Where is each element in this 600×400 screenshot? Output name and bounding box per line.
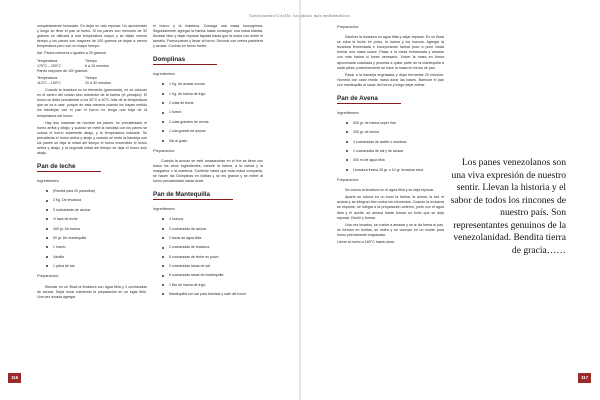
list-item: Sal al gusto (153, 139, 263, 143)
list-item: 1 huevo (37, 245, 147, 249)
table-cell: 6 a 15 minutos. (85, 63, 110, 68)
paragraph: Cuando la levadura no se fermenta (granulada), no se colocan en el centro del volcán sino alrededor de la harina (el principio). El horno se debe precalentar a los 30°C a 40°C más de la temperatura que se va a usar, porque de esta manera cuando los hayan metido los bandejas con el pan el horno no tenga una baja de la temperatura del horno. (37, 88, 147, 118)
table-cell: Temperatura (37, 75, 58, 80)
list-item: 4 huevos (153, 217, 263, 221)
paragraph: Llevar al horno a 180°C hasta dorar. (337, 240, 395, 244)
list-item: 3 Kg. De levadura (37, 198, 147, 202)
ingredients-label: Ingredientes: (37, 177, 60, 183)
paragraph: Disolver la levadura en agua tibia y dejar reposar. En un Bowl se echa la leche en polvo, la harina y los huevos. Agregar la levadura fermentada e incorporando harina poco a poco hasta formar una masa suave. Pasar a la mesa enharinada y amasar con más harina si fuese necesario. Volver la masa en forma aproximada cuadrada y proceda a quitar parte de la mantequilla a cada pieza, posteriormente se hace la masa en forma de pan. (337, 35, 444, 70)
paragraph: Mezclar en un Bowl la levadura con agua tibia y 2 cucharadas de azúcar. Dejar leuar cubriendo la preparación en un lugar tibio. Una vez leuada agregar (37, 284, 147, 299)
preparation-label: Preparación: (337, 177, 360, 183)
ingredient-list (337, 121, 444, 172)
running-head: Gastronomía Criolla: los platos más emblemáticos (249, 13, 351, 18)
paragraph: Cuando la azúcar se esté amasándose en el fríe se tiene con todos los otros ingredientes, mezcle la harina, a la crema y la margarina o la manteca. Continúe hasta que esta masa compacta, se hacen las Domplinas en bolitas y se les gravan y se meter al horno precalentado hasta dorar. (153, 158, 263, 184)
paragraph: Así: Panes menores o iguales a 30 gramos: (37, 51, 107, 56)
column-right-1 (337, 24, 444, 247)
recipe-heading: Pan de Avena (337, 96, 401, 104)
list-item: 2 cucharadas de levadura (153, 245, 263, 249)
pull-quote: Los panes venezolanos son una viva expresión de nuestro sentir. Llevan la historia y el sabor de todos los rincones de nuestro país. Son representantes genuinos de la venezolanidad. Bendita tierra de gracia…… (450, 157, 566, 256)
ingredients-label: Ingredientes: (337, 109, 360, 115)
list-item: Mantequilla con sal para barnizar y salir del horno (153, 292, 263, 296)
table-cell: 20 a 30 minutos. (85, 80, 112, 85)
page-number-left: 116 (8, 373, 21, 383)
list-item: 1 cda grande de azúcar (153, 129, 263, 133)
list-item: Vainilla (37, 255, 147, 259)
list-item: 2 cdas de leche (153, 101, 263, 105)
ingredients-label: Ingredientes: (153, 206, 176, 212)
list-item: 1 pizca de sal (37, 264, 147, 268)
table-cell: Temperatura (37, 58, 58, 63)
book-gutter (299, 0, 301, 400)
list-item: (Receta para 20 panecitos) (37, 189, 147, 193)
ingredient-list (153, 217, 263, 296)
paragraph: Se coloca la levadura en el agua tibia y se deja reposar. (345, 188, 435, 193)
paragraph: Aparte se coloca en un bowl la harina, la avena, la sal, el azúcar y se integran bien todos los elementos. Cuando la levadura se espume, se integra a la preparación anterior, junto con el agua tibia y el aceite, se amasa hasta formar un bollo que se deja reposar. Dividir y formar. (337, 195, 444, 220)
list-item: 2 tazas de agua tibia (153, 236, 263, 240)
paragraph: Una vez leuados, se vuelve a amasar y se le da forma al pan, se forman en bolitas, se estira y se colocan en un molde para horno previamente engrasado. (337, 222, 444, 237)
table-cell: 110°C – 150°C (37, 80, 61, 85)
list-item: 3 cucharadas de azúcar (153, 227, 263, 231)
list-item: 1 cucharadita de sal y de azúcar (337, 149, 444, 153)
ingredient-list (153, 82, 263, 143)
paragraph: completamente horneado. En dejar un rato reposar. Un aproximado y luego se lleve el pan al horno. Si los panes son menores de 30 gramos se utilizará a una temperatura mayor y se dejan menos tiempo y los panes son mayores de 100 gramos se dejan a menor temperatura pero con un mayor tiempo. (37, 24, 147, 49)
list-item: 1 huevo (153, 110, 263, 114)
table-cell: Tiempo (85, 58, 97, 63)
list-item: 400 gr. De harina (37, 227, 147, 231)
list-item: 1 Kg. de azúcar cocina (153, 82, 263, 86)
column-left-2 (153, 24, 263, 302)
list-item: 6 cucharadas rasas de mantequilla (153, 273, 263, 277)
list-item: 5 cucharadas de leche en polvo (153, 255, 263, 259)
column-left-1 (37, 24, 147, 302)
list-item: 4 cucharadas de aceite o manteca (337, 140, 444, 144)
list-item: 2 cucharadas rasas de sal (153, 264, 263, 268)
preparation-label: Preparación: (37, 273, 60, 279)
table-cell: Tiempo (85, 75, 97, 80)
table-cell: 175°C – 200°C (37, 63, 62, 68)
ingredients-label: Ingredientes: (153, 71, 176, 77)
list-item: 200 gr. de avena (337, 130, 444, 134)
list-item: 500 gr. de harina super fina (337, 121, 444, 125)
list-item: 50 gr. De mantequilla (37, 236, 147, 240)
list-item: 5 cucharadas de azúcar (37, 208, 147, 212)
paragraph: Hay dos maneras de hornear los panes: he precalentado el horno arriba y abajo, y cuando se mete la bandeja con los panes se coloca el horno solamente abajo, y la temperatura indicada. Se precalienta el horno arriba y abajo y cuando se mete la bandeja con los panes se deja la mitad del tiempo el horno encendido el horno arriba y abajo, y la segunda mitad del tiempo se deja el horno solo abajo. (37, 120, 147, 156)
ingredient-list (37, 189, 147, 268)
temp-table-row (37, 81, 147, 86)
preparation-label: Preparación: (337, 24, 360, 29)
recipe-heading: Pan de Mantequilla (153, 192, 233, 200)
list-item: ½ taza de leche (37, 217, 147, 221)
paragraph: Panes mayores de 100 gramos: (37, 68, 88, 73)
recipe-heading: Pan de leche (37, 164, 101, 172)
list-item: 2 cdas grandes de crema (153, 120, 263, 124)
list-item: 300 ml de agua tibia (337, 158, 444, 162)
list-item: Levadura fresca 25 gr. o 10 gr. levadura seca (337, 168, 444, 172)
list-item: 1 Kg. de harina de trigo (153, 92, 263, 96)
preparation-label: Preparación: (153, 147, 176, 153)
paragraph: Pasar a la bandeja engrasada y dejar fermentar 20 minutos. Hornear con calor medio hasta dorar las bases. Barnizar el pan con mantequilla al sacar del horno y luego dejar enfriar. (337, 72, 444, 87)
list-item: 1 kilo de harina de trigo (153, 283, 263, 287)
page-number-right: 117 (578, 373, 591, 383)
paragraph: el huevo y la manteca. Consiga una masa homogénea. Seguidamente agregar la harina hasta conseguir una masa blanda. Amasar bien y dejar reposar tapada hasta que la masa con doble el tamaño. Forma panes y llevar al horno. Decorar con crema pastelera y azúcar. Cocinar en horno fuerte. (153, 24, 263, 49)
recipe-heading: Domplinas (153, 57, 217, 65)
